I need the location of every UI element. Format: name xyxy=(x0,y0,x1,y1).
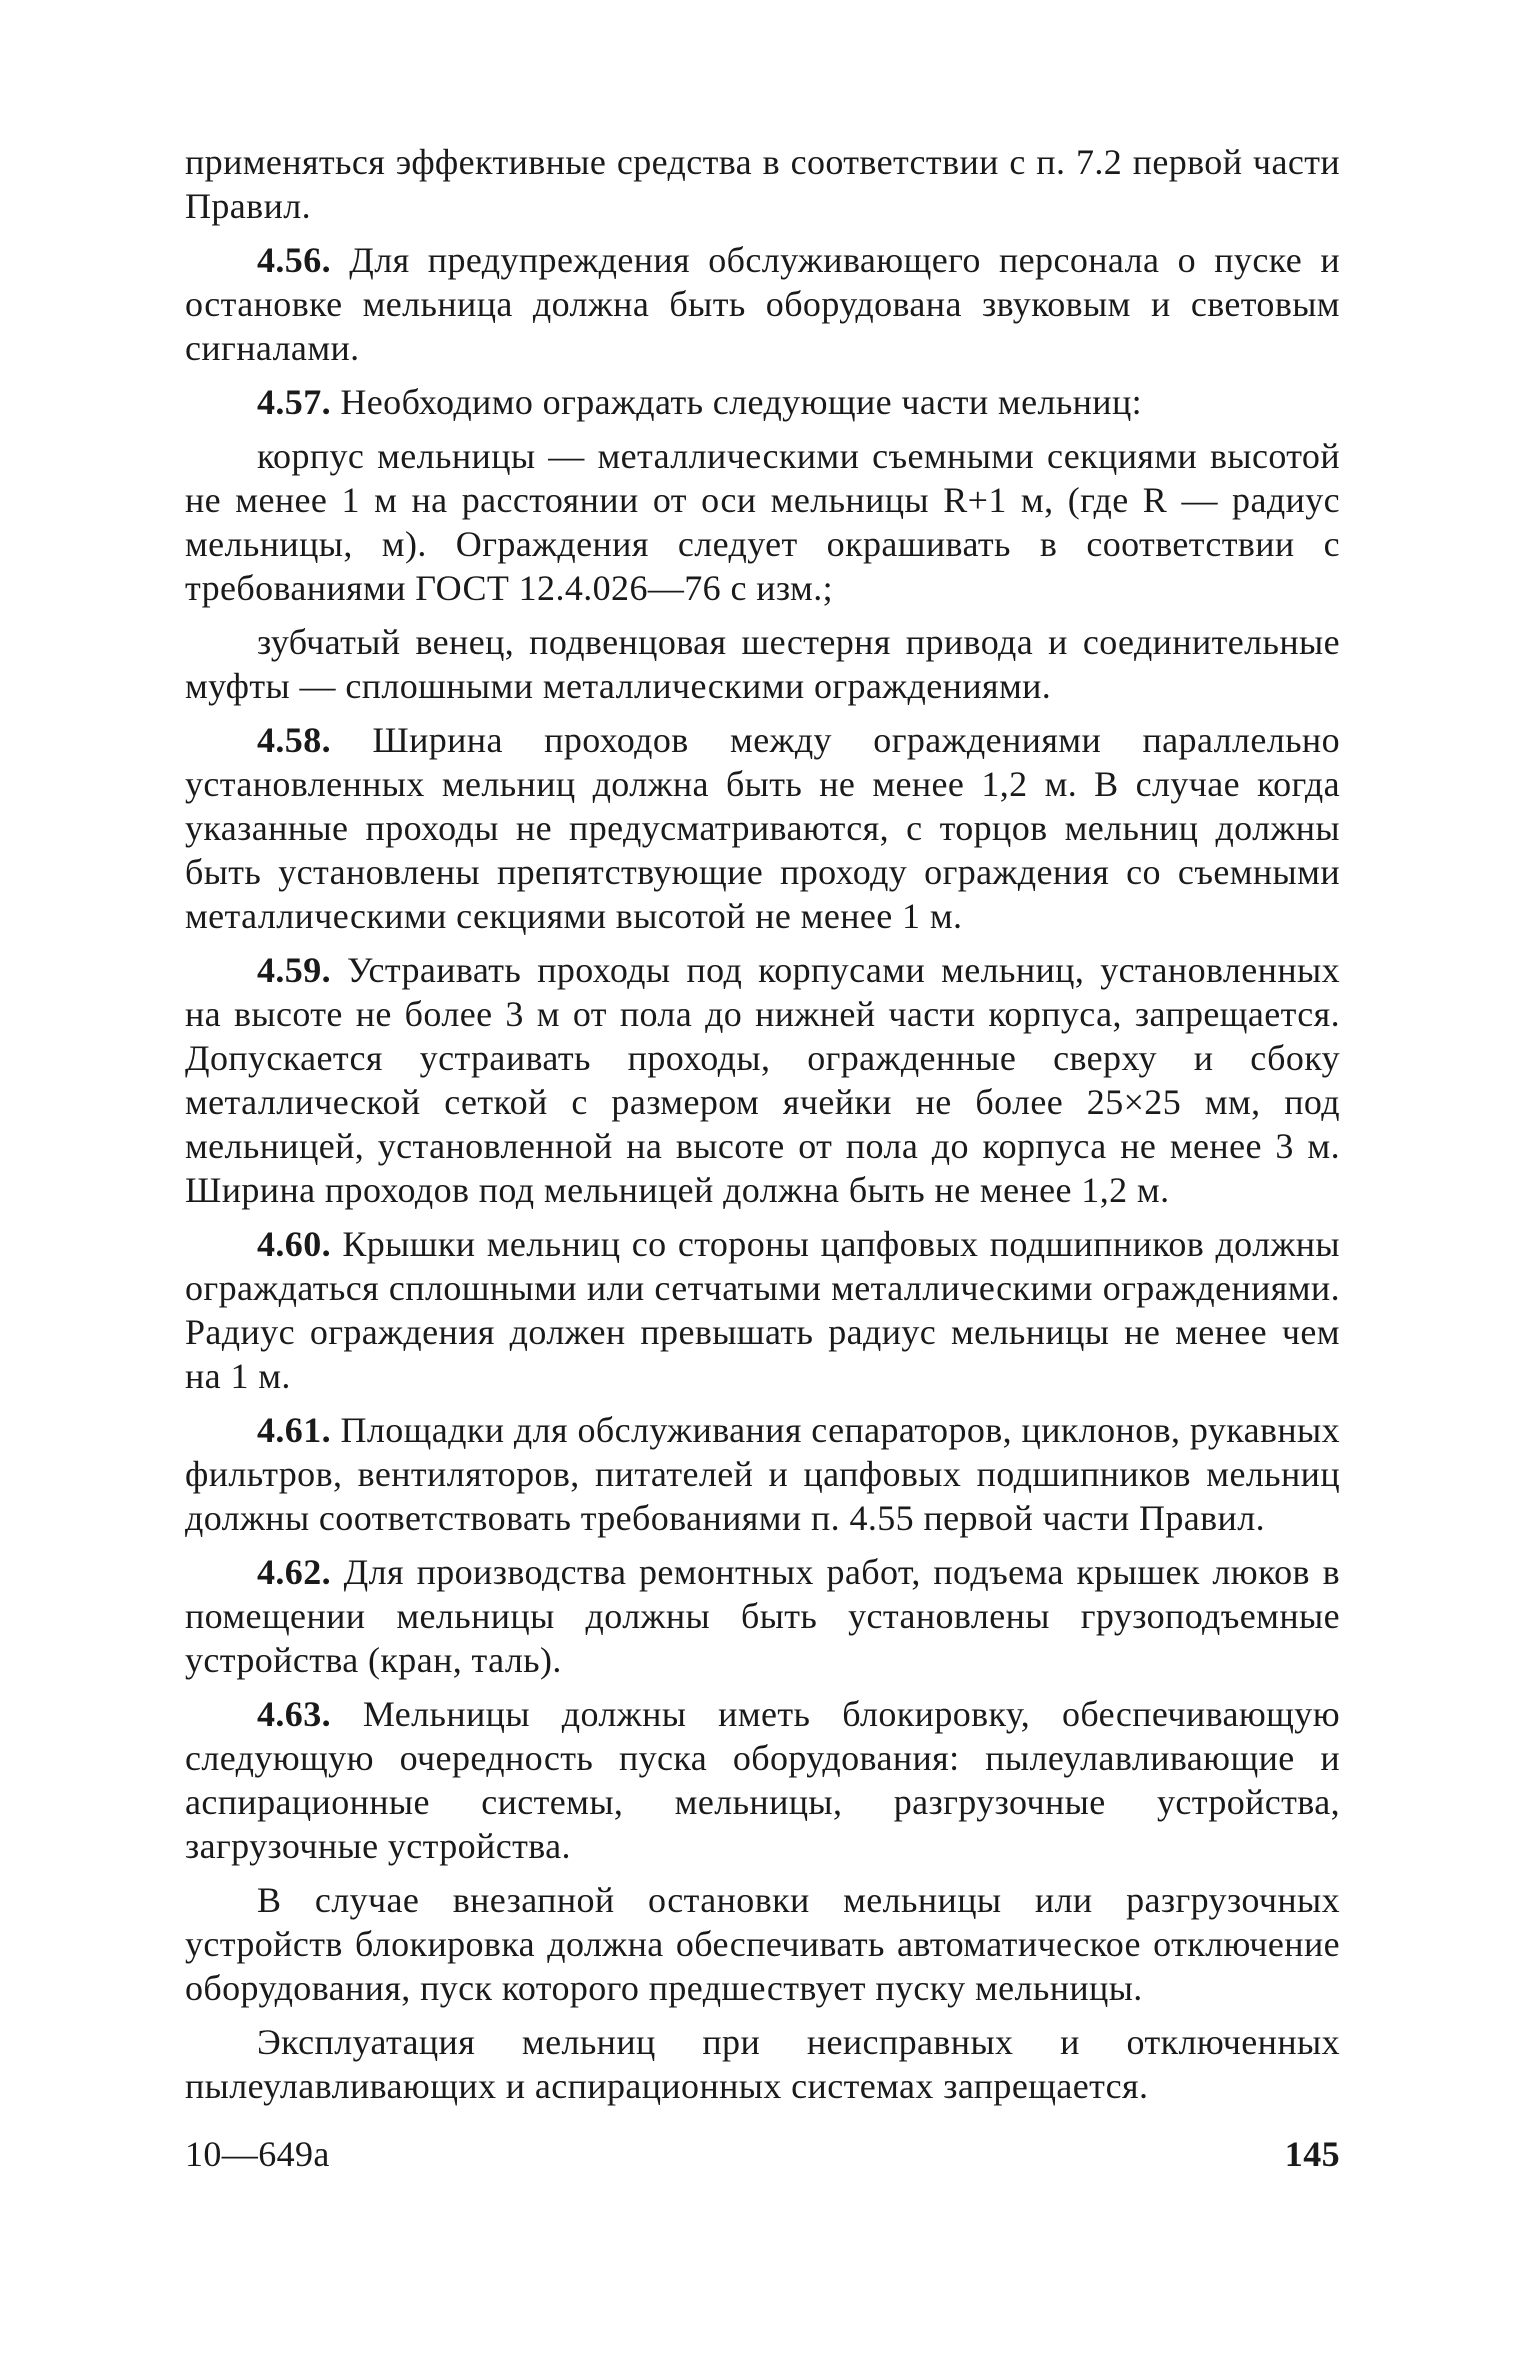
paragraph-gear-rim xyxy=(185,620,1340,708)
paragraph-mill-housing xyxy=(185,434,1340,610)
paragraph-4-57 xyxy=(185,380,1340,424)
paragraph-4-56 xyxy=(185,238,1340,370)
page-number: 145 xyxy=(1284,2134,1340,2174)
page-footer xyxy=(185,2132,1340,2176)
paragraph-4-60 xyxy=(185,1222,1340,1398)
paragraph-operation-ban xyxy=(185,2020,1340,2108)
paragraph-4-59 xyxy=(185,948,1340,1212)
paragraph-4-63 xyxy=(185,1692,1340,1868)
printer-signature: 10—649а xyxy=(185,2134,330,2174)
paragraph-text: корпус мельницы — металлическими съемными секциями высотой не менее 1 м на расстоянии от оси мельницы R+1 м, (где R — радиус мельницы, м). Ограждения следует окрашивать в соответствии с требованиями ГОСТ 12.4.026—76 с изм.; xyxy=(185,436,1340,608)
paragraph-text: Необходимо ограждать следующие части мельниц: xyxy=(331,382,1143,422)
paragraph-text: Эксплуатация мельниц при неисправных и отключенных пылеулавливающих и аспирационных системах запрещается. xyxy=(185,2022,1340,2106)
paragraph-4-58 xyxy=(185,718,1340,938)
paragraph-4-62 xyxy=(185,1550,1340,1682)
paragraph-text: Крышки мельниц со стороны цапфовых подшипников должны ограждаться сплошными или сетчатыми металлическими ограждениями. Радиус ограждения должен превышать радиус мельницы не менее чем на 1 м. xyxy=(185,1224,1340,1396)
paragraph-emergency-stop xyxy=(185,1878,1340,2010)
paragraph-4-61 xyxy=(185,1408,1340,1540)
clause-number: 4.57. xyxy=(257,382,331,422)
paragraph-text: зубчатый венец, подвенцовая шестерня привода и соединительные муфты — сплошными металлическими ограждениями. xyxy=(185,622,1340,706)
paragraph-text: Для производства ремонтных работ, подъема крышек люков в помещении мельницы должны быть установлены грузоподъемные устройства (кран, таль). xyxy=(185,1552,1340,1680)
paragraph-text: Устраивать проходы под корпусами мельниц, установленных на высоте не более 3 м от пола до нижней части корпуса, запрещается. Допускается устраивать проходы, огражденные сверху и сбоку металлической сеткой с размером ячейки не более 25×25 мм, под мельницей, установленной на высоте от пола до корпуса не менее 3 м. Ширина проходов под мельницей должна быть не менее 1,2 м. xyxy=(185,950,1340,1210)
clause-number: 4.59. xyxy=(257,950,331,990)
paragraph-text: Для предупреждения обслуживающего персонала о пуске и остановке мельница должна быть оборудована звуковым и световым сигналами. xyxy=(185,240,1340,368)
document-body xyxy=(185,140,1340,2118)
paragraph-text: Мельницы должны иметь блокировку, обеспечивающую следующую очередность пуска оборудования: пылеулавливающие и аспирационные системы, мельницы, разгрузочные устройства, загрузочные устройства. xyxy=(185,1694,1340,1866)
clause-number: 4.56. xyxy=(257,240,331,280)
paragraph-continuation xyxy=(185,140,1340,228)
paragraph-text: Площадки для обслуживания сепараторов, циклонов, рукавных фильтров, вентиляторов, питателей и цапфовых подшипников мельниц должны соответствовать требованиями п. 4.55 первой части Правил. xyxy=(185,1410,1340,1538)
clause-number: 4.62. xyxy=(257,1552,331,1592)
paragraph-text: Ширина проходов между ограждениями параллельно установленных мельниц должна быть не менее 1,2 м. В случае когда указанные проходы не предусматриваются, с торцов мельниц должны быть установлены препятствующие проходу ограждения со съемными металлическими секциями высотой не менее 1 м. xyxy=(185,720,1340,936)
paragraph-text: В случае внезапной остановки мельницы или разгрузочных устройств блокировка должна обеспечивать автоматическое отключение оборудования, пуск которого предшествует пуску мельницы. xyxy=(185,1880,1340,2008)
clause-number: 4.63. xyxy=(257,1694,331,1734)
clause-number: 4.61. xyxy=(257,1410,331,1450)
clause-number: 4.58. xyxy=(257,720,331,760)
paragraph-text: применяться эффективные средства в соответствии с п. 7.2 первой части Правил. xyxy=(185,142,1340,226)
clause-number: 4.60. xyxy=(257,1224,331,1264)
